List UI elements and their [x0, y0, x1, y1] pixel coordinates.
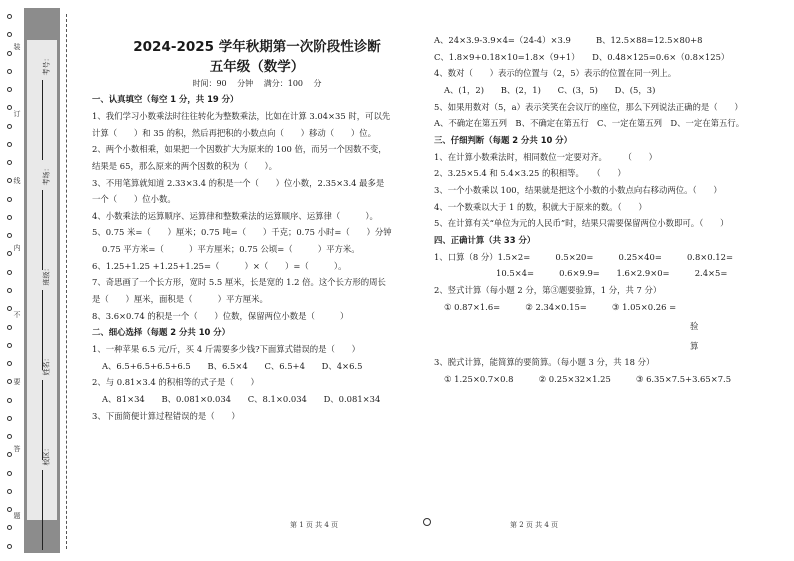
question-text: 2、与 0.81×3.4 的积相等的式子是（ ）	[92, 377, 259, 388]
section-title: 三、仔细判断（每题 2 分共 10 分）	[434, 134, 573, 145]
field-label: 校区：	[42, 444, 51, 466]
choice-options: A、81×34 B、0.081×0.034 C、8.1×0.034 D、0.081×34	[102, 394, 381, 405]
hole-icon	[7, 452, 12, 457]
field-label: 姓名：	[42, 354, 51, 376]
cut-line	[13, 14, 21, 549]
section-title: 一、认真填空（每空 1 分，共 19 分）	[92, 94, 239, 105]
field-label: 考场：	[42, 164, 51, 186]
judgement-text: 4、一个数乘以大于 1 的数，积就大于原来的数。（ ）	[434, 201, 647, 212]
page-left	[92, 30, 422, 421]
hole-icon	[7, 233, 12, 238]
section-title: 二、细心选择（每题 2 分共 10 分）	[92, 327, 231, 338]
vertical-calc-items: ① 0.87×1.6= ② 2.34×0.15= ③ 1.05×0.26 =	[444, 301, 677, 312]
choice-options: A、6.5+6.5+6.5+6.5 B、6.5×4 C、6.5+4 D、4×6.5	[102, 360, 363, 371]
page-title: 2024-2025 学年秋期第一次阶段性诊断	[133, 39, 381, 55]
hole-icon	[7, 489, 12, 494]
question-text: 一个（ ）位小数。	[92, 194, 176, 205]
question-text: 3、不用笔算就知道 2.33×3.4 的积是一个（ ）位小数，2.35×3.4 最多是	[92, 177, 385, 188]
oral-calc-row: 1、口算（8 分）1.5×2= 0.5×20= 0.25×40= 0.8×0.12=	[434, 251, 733, 262]
page-subtitle: 五年级（数学）	[209, 58, 305, 75]
hole-icon	[7, 51, 12, 56]
hole-icon	[7, 160, 12, 165]
hole-icon	[7, 87, 12, 92]
hole-icon	[7, 416, 12, 421]
question-text: 1、一种苹果 6.5 元/斤，买 4 斤需要多少钱?下面算式错误的是（ ）	[92, 344, 361, 355]
question-text: 5、0.75 米=（ ）厘米；0.75 吨=（ ）千克；0.75 小时=（ ）分钟	[92, 227, 392, 238]
exam-number-field[interactable]	[22, 54, 62, 170]
field-label: 考号：	[42, 54, 51, 76]
hole-icon	[7, 343, 12, 348]
cutline-char: 订	[13, 110, 21, 119]
hole-icon	[7, 270, 12, 275]
hole-icon	[7, 361, 12, 366]
hole-icon	[7, 525, 12, 530]
field-line	[42, 470, 43, 550]
campus-field[interactable]	[22, 444, 62, 560]
judgement-text: 2、3.25×5.4 和 5.4×3.25 的积相等。 （ ）	[434, 168, 626, 179]
exam-room-field[interactable]	[22, 164, 62, 280]
section-title: 四、正确计算（共 33 分）	[434, 234, 536, 245]
question-text: 3、脱式计算，能简算的要简算。（每小题 3 分，共 18 分）	[434, 357, 655, 368]
hole-icon	[7, 288, 12, 293]
hole-icon	[7, 434, 12, 439]
question-text: 2、两个小数相乘，如果把一个因数扩大为原来的 100 倍，而另一个因数不变，	[92, 144, 387, 155]
question-text: 5、如果用数对（5，a）表示笑笑在会议厅的座位，那么下列说法正确的是（ ）	[434, 101, 743, 112]
hole-icon	[7, 379, 12, 384]
cutline-char: 题	[13, 511, 21, 520]
question-text: 3、下面简便计算过程错误的是（ ）	[92, 410, 240, 421]
cutline-char: 线	[13, 177, 21, 186]
exam-score: 满分：100 分	[263, 79, 322, 89]
hole-icon	[7, 215, 12, 220]
hole-icon	[7, 251, 12, 256]
question-text: 7、奇思画了一个长方形，宽时 5.5 厘米，长是宽的 1.2 倍。这个长方形的周长	[92, 277, 386, 288]
hole-icon	[7, 124, 12, 129]
question-text: 0.75 平方米=（ ）平方厘米；0.75 公顷=（ ）平方米。	[102, 244, 360, 255]
verify-label: 算	[690, 340, 699, 351]
cutline-char: 要	[13, 377, 21, 386]
cutline-char: 装	[13, 43, 21, 52]
cutline-char: 内	[13, 244, 21, 253]
question-text: 计算（ ）和 35 的积，然后再把积的小数点向（ ）移动（ ）位。	[92, 127, 376, 138]
question-text: 是（ ）厘米，面积是（ ）平方厘米。	[92, 294, 268, 305]
hole-icon	[7, 69, 12, 74]
choice-options: A、(1，2) B、(2，1) C、(3，5) D、(5，3)	[444, 84, 656, 95]
question-text: 结果是 65，那么原来的两个因数的积为（ ）。	[92, 160, 277, 171]
page-number-left: 第 1 页 共 4 页	[290, 521, 339, 529]
hole-icon	[7, 32, 12, 37]
binding-margin	[0, 0, 64, 561]
judgement-text: 1、在计算小数乘法时，相同数位一定要对齐。 （ ）	[434, 151, 658, 162]
hole-icon	[7, 325, 12, 330]
fold-line	[66, 14, 68, 549]
field-line	[42, 80, 43, 160]
field-label: 班级：	[42, 264, 51, 286]
choice-options: C、1.8×9+0.18×10=1.8×（9+1） D、0.48×125=0.6×（0.8×125）	[434, 51, 730, 62]
verify-label: 验	[690, 321, 699, 332]
field-line	[42, 190, 43, 270]
step-calc-items: ① 1.25×0.7×0.8 ② 0.25×32×1.25 ③ 6.35×7.5+3.65×7.5	[444, 374, 732, 385]
choice-options: A、24×3.9-3.9×4=（24-4）×3.9 B、12.5×88=12.5×80+8	[434, 35, 703, 45]
page-number-right: 第 2 页 共 4 页	[510, 521, 559, 529]
hole-icon	[7, 507, 12, 512]
choice-options: A、不确定在第五列 B、不确定在第五行 C、一定在第五列 D、一定在第五行。	[434, 118, 745, 129]
hole-icon	[7, 544, 12, 549]
center-mark-icon	[423, 518, 431, 526]
question-text: 4、数对（ ）表示的位置与（2，5）表示的位置在同一列上。	[434, 68, 677, 79]
exam-meta	[92, 79, 422, 88]
hole-icon	[7, 471, 12, 476]
oral-calc-row: 10.5×4= 0.6×9.9= 1.6×2.9×0= 2.4×5=	[496, 268, 728, 279]
hole-icon	[7, 197, 12, 202]
judgement-text: 5、在计算有关“单位为元的人民币”时，结果只需要保留两位小数即可。（ ）	[434, 218, 729, 229]
cutline-char: 不	[13, 310, 21, 319]
hole-icon	[7, 142, 12, 147]
question-text: 6、1.25+1.25 +1.25+1.25=（ ）×（ ）=（ ）。	[92, 260, 347, 271]
page-right	[434, 36, 776, 385]
question-text: 2、竖式计算（每小题 2 分，第③题要验算，1 分，共 7 分）	[434, 284, 662, 295]
question-text: 1、我们学习小数乘法时往往转化为整数乘法，比如在计算 3.04×35 时，可以先	[92, 110, 391, 121]
punch-holes	[5, 14, 13, 549]
question-text: 8、3.6×0.74 的积是一个（ ）位数，保留两位小数是（ ）	[92, 310, 349, 321]
hole-icon	[7, 306, 12, 311]
hole-icon	[7, 14, 12, 19]
exam-time: 时间：90 分钟	[192, 79, 254, 89]
hole-icon	[7, 178, 12, 183]
hole-icon	[7, 105, 12, 110]
question-text: 4、小数乘法的运算顺序、运算律和整数乘法的运算顺序、运算律（ ）。	[92, 210, 378, 221]
hole-icon	[7, 398, 12, 403]
cutline-char: 答	[13, 444, 21, 453]
judgement-text: 3、一个小数乘以 100，结果就是把这个小数的小数点向右移动两位。（ ）	[434, 184, 722, 195]
